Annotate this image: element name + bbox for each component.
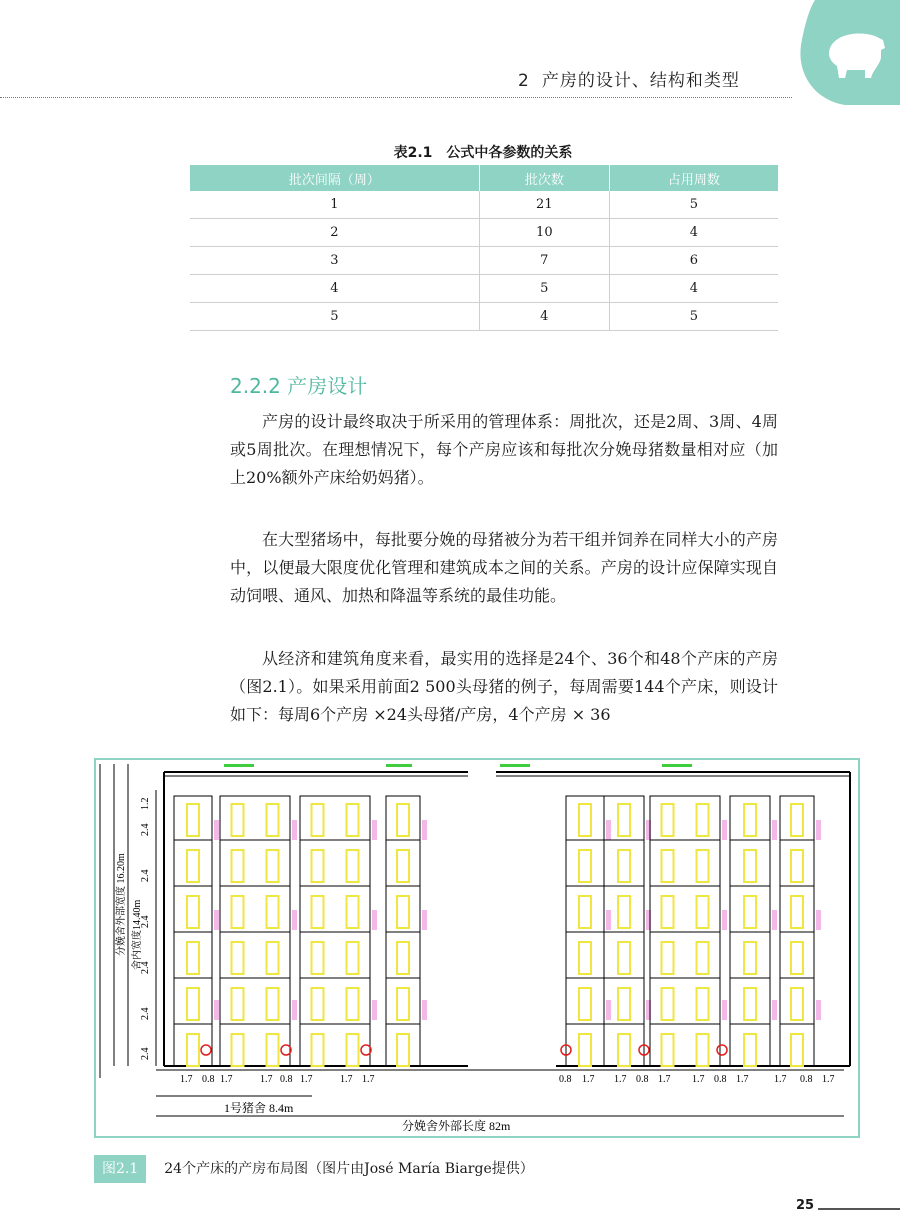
aisle-width-label: 0.8	[636, 1074, 649, 1085]
row-height-label: 2.4	[140, 961, 151, 974]
row-height-label: 2.4	[140, 1047, 151, 1060]
crate-width-label: 1.7	[582, 1074, 595, 1085]
farrowing-crate	[312, 1034, 324, 1066]
fan-icon	[717, 1045, 727, 1055]
aisle-width-label: 0.8	[202, 1074, 215, 1085]
table-row	[190, 191, 778, 219]
table-cell: 1	[190, 191, 479, 219]
house1-length-label: 1号猪舍 8.4m	[224, 1101, 294, 1115]
farrowing-crate	[347, 942, 359, 974]
farrowing-crate	[579, 850, 591, 882]
aisle-width-label: 0.8	[559, 1074, 572, 1085]
heater-pad	[606, 820, 611, 840]
farrowing-crate	[697, 896, 709, 928]
farrowing-crate	[662, 896, 674, 928]
heater-pad	[292, 820, 297, 840]
farrowing-crate	[312, 896, 324, 928]
table-cell: 6	[609, 247, 778, 275]
row-height-label: 2.4	[140, 1007, 151, 1020]
farrowing-crate	[579, 896, 591, 928]
heater-pad	[292, 1000, 297, 1020]
section-heading: 2.2.2 产房设计	[230, 374, 368, 398]
farrowing-crate	[791, 896, 803, 928]
farrowing-crate	[662, 988, 674, 1020]
farrowing-crate	[791, 850, 803, 882]
farrowing-crate	[697, 942, 709, 974]
farrowing-house-floor-plan	[96, 760, 858, 1136]
farrowing-crate	[618, 988, 630, 1020]
farrowing-crate	[744, 1034, 756, 1066]
floor-plan-figure	[94, 758, 860, 1138]
heater-pad	[422, 1000, 427, 1020]
table-row	[190, 275, 778, 303]
table-cell: 21	[479, 191, 609, 219]
farrowing-crate	[397, 850, 409, 882]
farrowing-crate	[579, 942, 591, 974]
farrowing-crate	[232, 1034, 244, 1066]
crate-width-label: 1.7	[260, 1074, 273, 1085]
page-number: 25	[796, 1198, 815, 1213]
heater-pad	[214, 820, 219, 840]
farrowing-crate	[347, 1034, 359, 1066]
chapter-number: 2	[518, 71, 530, 91]
table-cell: 4	[609, 219, 778, 247]
table-header-row	[190, 165, 778, 191]
farrowing-crate	[347, 850, 359, 882]
farrowing-crate	[744, 896, 756, 928]
top-gap-label: 1.2	[140, 797, 151, 810]
farrowing-crate	[579, 988, 591, 1020]
figure-label: 图2.1	[94, 1155, 146, 1183]
farrowing-crate	[267, 1034, 279, 1066]
farrowing-crate	[267, 804, 279, 836]
farrowing-crate	[267, 988, 279, 1020]
farrowing-crate	[187, 804, 199, 836]
heater-pad	[772, 910, 777, 930]
table-cell: 4	[190, 275, 479, 303]
vent	[224, 764, 254, 767]
table-cell: 4	[609, 275, 778, 303]
farrowing-crate	[744, 804, 756, 836]
crate-width-label: 1.7	[614, 1074, 627, 1085]
chapter-title: 产房的设计、结构和类型	[541, 71, 740, 91]
plan-labels	[114, 798, 835, 1134]
crate-width-label: 1.7	[220, 1074, 233, 1085]
crate-width-label: 1.7	[774, 1074, 787, 1085]
farrowing-crate	[579, 804, 591, 836]
table-cell: 2	[190, 219, 479, 247]
farrowing-crate	[397, 804, 409, 836]
farrowing-crate	[187, 896, 199, 928]
farrowing-crate	[397, 942, 409, 974]
heater-pad	[372, 820, 377, 840]
farrowing-crate	[697, 850, 709, 882]
farrowing-crate	[744, 988, 756, 1020]
farrowing-crate	[312, 804, 324, 836]
farrowing-crate	[579, 1034, 591, 1066]
aisle-width-label: 0.8	[280, 1074, 293, 1085]
crate-width-label: 1.7	[300, 1074, 313, 1085]
farrowing-crate	[618, 896, 630, 928]
farrowing-crate	[312, 942, 324, 974]
heater-pad	[772, 1000, 777, 1020]
heater-pad	[722, 1000, 727, 1020]
crate-width-label: 1.7	[362, 1074, 375, 1085]
farrowing-crate	[662, 850, 674, 882]
table-cell: 3	[190, 247, 479, 275]
farrowing-crate	[618, 804, 630, 836]
crate-width-label: 1.7	[340, 1074, 353, 1085]
body-paragraph: 在大型猪场中，每批要分娩的母猪被分为若干组并饲养在同样大小的产房中，以便最大限度优化管理和建筑成本之间的关系。产房的设计应保障实现自动饲喂、通风、加热和降温等系统的最佳功能。	[230, 530, 778, 605]
farrowing-crate	[662, 804, 674, 836]
farrowing-crate	[232, 896, 244, 928]
farrowing-crate	[267, 850, 279, 882]
farrowing-crate	[744, 942, 756, 974]
table-cell: 5	[190, 303, 479, 331]
farrowing-crate	[662, 942, 674, 974]
table-cell: 10	[479, 219, 609, 247]
farrowing-crate	[312, 988, 324, 1020]
parameter-table	[190, 165, 778, 331]
body-paragraph: 从经济和建筑角度来看，最实用的选择是24个、36个和48个产床的产房（图2.1）。如果采用前面2 500头母猪的例子，每周需要144个产床，则设计如下：每周6个产房 ×24头母猪/产房，4个产房 × 36	[230, 649, 778, 724]
farrowing-crate	[397, 1034, 409, 1066]
table-row	[190, 247, 778, 275]
farrowing-crate	[697, 1034, 709, 1066]
table-row	[190, 219, 778, 247]
crate-width-label: 1.7	[822, 1074, 835, 1085]
outer-length-label: 分娩舍外部长度 82m	[402, 1119, 511, 1133]
heater-pad	[372, 910, 377, 930]
farrowing-crate	[397, 988, 409, 1020]
aisle-width-label: 0.8	[800, 1074, 813, 1085]
crate-width-label: 1.7	[736, 1074, 749, 1085]
vent	[386, 764, 412, 767]
heater-pad	[816, 820, 821, 840]
row-height-label: 2.4	[140, 823, 151, 836]
farrowing-crate	[187, 942, 199, 974]
heater-pad	[372, 1000, 377, 1020]
fan-icon	[201, 1045, 211, 1055]
column-header: 占用周数	[609, 165, 778, 191]
heater-pad	[422, 910, 427, 930]
outer-width-label: 分娩舍外部宽度 16.20m	[116, 853, 127, 956]
roof-vents	[224, 764, 692, 767]
farrowing-crate	[232, 988, 244, 1020]
table-cell: 4	[479, 303, 609, 331]
chapter-corner-tab	[785, 0, 900, 105]
heater-pad	[816, 1000, 821, 1020]
farrowing-crate	[697, 988, 709, 1020]
farrowing-crate	[618, 1034, 630, 1066]
farrowing-crate	[187, 850, 199, 882]
vent	[662, 764, 692, 767]
heater-pad	[292, 910, 297, 930]
heater-pad	[606, 1000, 611, 1020]
farrowing-crate	[267, 942, 279, 974]
column-header: 批次数	[479, 165, 609, 191]
heater-pad	[606, 910, 611, 930]
farrowing-crate	[791, 988, 803, 1020]
farrowing-crate	[347, 896, 359, 928]
inner-width-label: 舍内宽度14.40m	[132, 899, 143, 970]
table-cell: 5	[479, 275, 609, 303]
heater-pad	[214, 1000, 219, 1020]
aisle-width-label: 0.8	[714, 1074, 727, 1085]
vent	[500, 764, 530, 767]
table-cell: 7	[479, 247, 609, 275]
table-cell: 5	[609, 191, 778, 219]
farrowing-crate	[347, 804, 359, 836]
header-rule	[0, 97, 792, 98]
farrowing-crate	[187, 1034, 199, 1066]
farrowing-crate	[791, 942, 803, 974]
heater-pad	[214, 910, 219, 930]
table-caption: 表2.1 公式中各参数的关系	[393, 145, 573, 161]
farrowing-crate	[187, 988, 199, 1020]
farrowing-crate	[662, 1034, 674, 1066]
figure-caption	[94, 1155, 534, 1183]
farrowing-crate	[618, 850, 630, 882]
body-paragraph: 产房的设计最终取决于所采用的管理体系：周批次，还是2周、3周、4周或5周批次。在理想情况下，每个产房应该和每批次分娩母猪数量相对应（加上20%额外产床给奶妈猪）。	[230, 412, 778, 487]
farrowing-crate	[232, 850, 244, 882]
crate-rows	[174, 796, 821, 1070]
farrowing-crate	[697, 804, 709, 836]
table-row	[190, 303, 778, 331]
row-height-label: 2.4	[140, 915, 151, 928]
column-header: 批次间隔（周）	[190, 165, 479, 191]
farrowing-crate	[267, 896, 279, 928]
footer-rule	[818, 1208, 900, 1210]
farrowing-crate	[312, 850, 324, 882]
heater-pad	[422, 820, 427, 840]
crate-width-label: 1.7	[658, 1074, 671, 1085]
farrowing-crate	[397, 896, 409, 928]
crate-width-label: 1.7	[692, 1074, 705, 1085]
table-cell: 5	[609, 303, 778, 331]
farrowing-crate	[232, 804, 244, 836]
farrowing-crate	[618, 942, 630, 974]
running-header	[518, 66, 740, 91]
heater-pad	[772, 820, 777, 840]
farrowing-crate	[347, 988, 359, 1020]
farrowing-crate	[232, 942, 244, 974]
crate-width-label: 1.7	[180, 1074, 193, 1085]
heater-pad	[722, 820, 727, 840]
heater-pad	[816, 910, 821, 930]
heater-pad	[722, 910, 727, 930]
figure-caption-text: 24个产床的产房布局图（图片由José María Biarge提供）	[164, 1161, 534, 1177]
farrowing-crate	[791, 1034, 803, 1066]
farrowing-crate	[791, 804, 803, 836]
farrowing-crate	[744, 850, 756, 882]
row-height-label: 2.4	[140, 869, 151, 882]
